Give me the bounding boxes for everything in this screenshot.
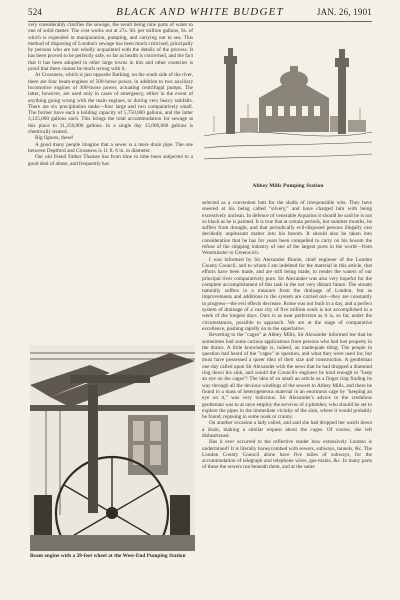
paragraph: Our old friend Father Thames has from time to time been subjected to a good deal of abuse, and frequently has <box>28 154 193 167</box>
abbey-mills-illustration <box>204 44 372 174</box>
paragraph: very considerably clarifies the sewage, the result being nine parts of water to one of solid matter. The cost works out at 27s. 9d. per million gallons, 9s. of which is expended in manipulation, pumping, and carrying out to sea. This method of disposing of London's sewage has been much criticised, principally by persons who are not wholly acquainted with the details of the process. It has been proved to be perfectly safe, so far as health is concerned, and the fact that it has been adopted in other large towns in this and other countries is proof that there cannot be much wrong with it. <box>28 22 193 73</box>
paragraph: At Crossness, which is just opposite Barking, on the south side of the river, there are four beam-engines of 500-horse power, in addition to two auxiliary locomotive engines of 300-horse power, actuating centrifugal pumps. The latter, however, are used only in cases of emergency, either in the event of anything going wrong with the main engines, or during very heavy rainfalls. There are six precipitation tanks—four large and two comparatively small. The former have each a holding capacity of 5,750,000 gallons, and the latter 3,125,000 gallons each. This brings the total accommodation for sewage at this place to 31,250,000 gallons. In a single day 15,000,000 gallons is chemically treated. <box>28 72 193 136</box>
issue-date: JAN. 26, 1901 <box>316 7 372 17</box>
paragraph: selected as a convenient butt for the shafts of irresponsible wits. They have sneered at his being called "silvery," and have charged him with being excessively unclean. In defence of venerable Aquarius it should be said he is not so black as he is painted. It is true that at certain periods, hot summer months, he suffers from drought, and that periodically evil-disposed persons illegally cast decidedly unpleasant matter into his bosom. It should also be taken into consideration that he has for years been compelled to carry on his bosom the refuse of the shipping industry of one of the largest ports in the world—from Westminster to Greenwich. <box>202 200 372 257</box>
page-number: 524 <box>28 7 43 17</box>
beam-engine-illustration <box>30 345 195 551</box>
publication-title: BLACK AND WHITE BUDGET <box>116 6 284 18</box>
paragraph: Has it ever occurred to the reflective reader how extensively London is undermined? It is literally honeycombed with sewers, subways, tunnels, &c. The London County Council alone have five miles of subways, for the accommodation of telegraph and telephone wires, gas-mains, &c. In many parts of these the sewers run beneath them, and at the same <box>202 439 372 471</box>
main-figure-caption: Beam engine with a 28-feet wheel at the West-End Pumping Station <box>30 553 186 559</box>
left-column-text <box>28 22 193 167</box>
running-head <box>28 7 372 21</box>
paragraph: Reverting to the "cages" at Abbey Mills, Sir Alexander informed me that he sometimes had some curious applications from persons who had lost property in the drains. A little knowledge is, indeed, an inadequate thing. The people in question had heard of the "cages" in question, and what they were used for, but must have possessed a queer idea of their size and construction. A gentleman one day called upon Sir Alexander with the news that he had dropped a diamond ring down his sink, and would the Council's engineer be kind enough to "keep an eye on the cages"! The idea of so small an article as a finger ring finding its way through all the devious windings of the sewers to Abbey Mills, and there be found in a mass of heterogeneous material in an enormous cage by "keeping an eye on it," was very ludicrous. Sir Alexander's advice to the credulous gentleman was to at once employ the services of a plumber, who should be set to explore the pipes in the immediate vicinity of the sink, where it would probably be found, reposing in some nook or cranny. <box>202 332 372 421</box>
paragraph: A good many people imagine that a sewer is a mere drain pipe. The one between Deptford and Crossness is 11 ft. 6 in. in diameter. <box>28 141 193 154</box>
top-figure-caption: Abbey Mills Pumping Station <box>252 183 324 189</box>
right-column-text <box>202 200 372 471</box>
paragraph: On another occasion a lady called, and said she had dropped her watch down a drain, making a similar request about the cages. Of course, she left disheartened. <box>202 420 372 439</box>
paragraph: I was informed by Sir Alexander Binnie, chief engineer of the London County Council, and to whom I am indebted for the material in this article, that efforts have been made, and are still being made, to render the waters of our principal river comparatively pure. Sir Alexander was also very hopeful for the complete accomplishment of this task in the not very distant future. The stream naturally suffers in a measure from the drainage of London, but as improvements and additions to the system are carried out—they are constantly in progress—the evil effects decrease. Rome was not built in a day, and a perfect system of drainage of a vast city of five million souls is not accomplished in a week of the longest days. Ours is as near perfection as it is, so far, under the circumstances, possible to approach. We are at the stage of comparative excellence, pushing rapidly on to the superlative. <box>202 256 372 332</box>
paragraph: Big figures, these! <box>35 135 74 142</box>
